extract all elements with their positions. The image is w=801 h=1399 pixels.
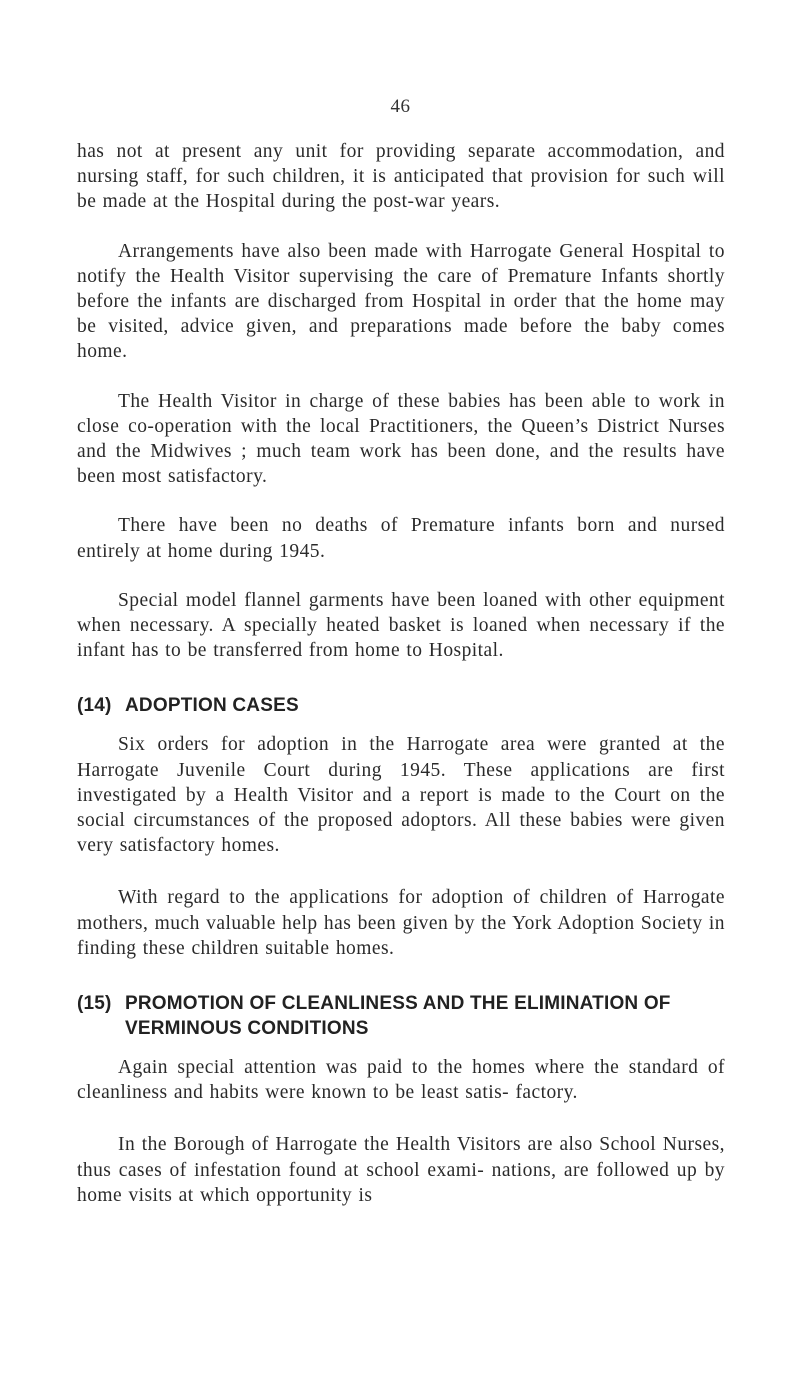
paragraph-school-nurses: In the Borough of Harrogate the Health Visitors are also School Nurses, thus cases of infestation found at school exami- nations, are followed up by home visits at which opportunity is: [77, 1134, 725, 1206]
paragraph-adoption-orders: Six orders for adoption in the Harrogate area were granted at the Harrogate Juvenile Court during 1945. These applications are first investigated by a Health Visitor and a report is made to the Court on the social circumstances of the proposed adoptors. All these babies were given very satisfactory homes.: [77, 734, 725, 857]
section-number: (15): [77, 993, 112, 1015]
section-heading-cleanliness: [77, 991, 725, 1041]
paragraph-special-attention: Again special attention was paid to the homes where the standard of cleanliness and habits were known to be least satis- factory.: [77, 1057, 725, 1104]
paragraph-continuation: has not at present any unit for providing separate accommodation, and nursing staff, for such children, it is anticipated that provision for such will be made at the Hospital during the post-war years.: [77, 141, 725, 213]
section-heading-adoption: [77, 693, 725, 718]
paragraph-adoption-help: With regard to the applications for adoption of children of Harrogate mothers, much valuable help has been given by the York Adoption Society in finding these children suitable homes.: [77, 887, 725, 959]
section-number: (14): [77, 695, 112, 717]
page-number: 46: [390, 96, 411, 117]
section-title: ADOPTION CASES: [125, 695, 299, 717]
paragraph-flannel-garments: Special model flannel garments have been loaned with other equipment when necessary. A specially heated basket is loaned when necessary if the infant has to be transferred from home to Hospital.: [77, 589, 725, 662]
paragraph-health-visitor: The Health Visitor in charge of these babies has been able to work in close co-operation with the local Practitioners, the Queen’s District Nurses and the Midwives ; much team work has been done, and the results have been most satisfactory.: [77, 390, 725, 488]
paragraph-no-deaths: There have been no deaths of Premature infants born and nursed entirely at home during 1945.: [77, 515, 725, 562]
section-title: PROMOTION OF CLEANLINESS AND THE ELIMINATION OF VERMINOUS CONDITIONS: [125, 993, 671, 1040]
paragraph-hospital-arrangements: Arrangements have also been made with Harrogate General Hospital to notify the Health Visitor supervising the care of Premature Infants shortly before the infants are discharged from Hospital in order that the home may be visited, advice given, and preparations made before the baby comes home.: [77, 240, 725, 363]
page-body: [77, 139, 725, 1208]
